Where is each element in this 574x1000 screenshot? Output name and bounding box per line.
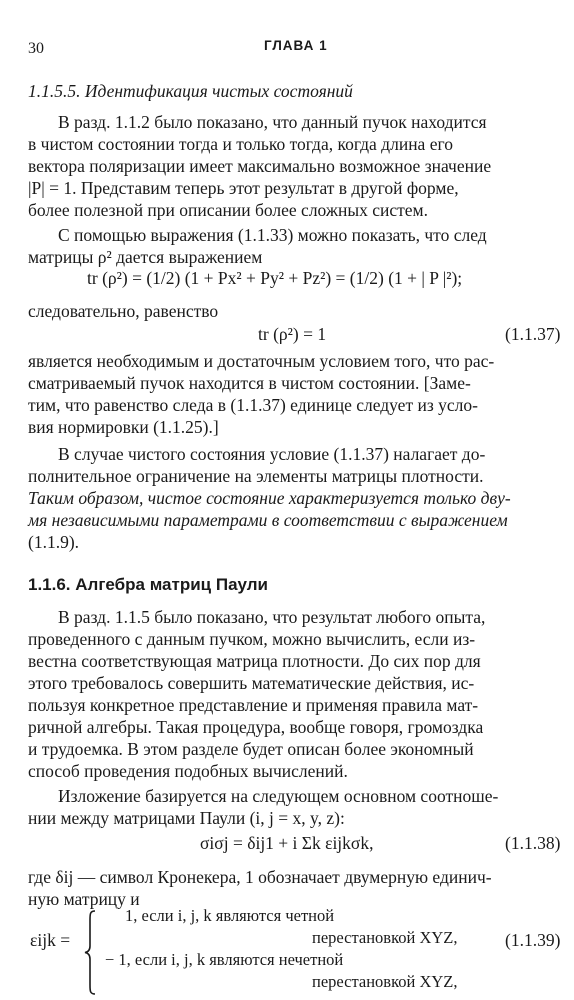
text-line: пользуя конкретное представление и применяя правила мат- <box>28 695 479 715</box>
text-line: более полезной при описании более сложных систем. <box>28 200 428 220</box>
text-line: (1.1.9). <box>28 532 80 552</box>
text-line: способ проведения подобных вычислений. <box>28 761 348 781</box>
running-title: ГЛАВА 1 <box>264 38 328 53</box>
text-line: ричной алгебры. Такая процедура, вообще говоря, громоздка <box>28 717 484 737</box>
equation-number-1-1-38: (1.1.38) <box>505 833 561 853</box>
case-line: − 1, если i, j, k являются нечетной <box>105 950 344 969</box>
left-brace-icon <box>84 910 96 995</box>
text-line: нии между матрицами Паули (i, j = x, y, z): <box>28 808 345 828</box>
text-line: В случае чистого состояния условие (1.1.37) налагает до- <box>58 444 486 464</box>
text-line: где δij — символ Кронекера, 1 обозначает двумерную единич- <box>28 867 492 887</box>
text-line: ную матрицу и <box>28 889 140 909</box>
text-line: В разд. 1.1.5 было показано, что результат любого опыта, <box>58 607 486 627</box>
text-line: в чистом состоянии тогда и только тогда, когда длина его <box>28 134 453 154</box>
text-line: Изложение базируется на следующем основном соотноше- <box>58 786 499 806</box>
text-line: этого требовалось совершить математические действия, ис- <box>28 673 475 693</box>
text-line: и трудоемка. В этом разделе будет описан более экономный <box>28 739 474 759</box>
page-number: 30 <box>28 40 44 57</box>
case-line: 1, если i, j, k являются четной <box>125 906 335 925</box>
text-line: Таким образом, чистое состояние характеризуется только дву- <box>28 488 511 508</box>
text-line: следовательно, равенство <box>28 301 219 321</box>
case-line: перестановкой XYZ, <box>312 972 458 991</box>
text-line: В разд. 1.1.2 было показано, что данный пучок находится <box>58 112 487 132</box>
equation-1-1-37: tr (ρ²) = 1 <box>258 324 327 344</box>
text-line: проведенного с данным пучком, можно вычислить, если из- <box>28 629 476 649</box>
text-line: полнительное ограничение на элементы матрицы плотности. <box>28 466 484 486</box>
section-title-1155: 1.1.5.5. Идентификация чистых состояний <box>28 81 353 101</box>
text-line: матрицы ρ² дается выражением <box>28 247 263 267</box>
text-line: С помощью выражения (1.1.33) можно показать, что след <box>58 225 487 245</box>
equation-number-1-1-37: (1.1.37) <box>505 324 561 344</box>
case-line: перестановкой XYZ, <box>312 928 458 947</box>
section-title-116: 1.1.6. Алгебра матриц Паули <box>28 575 269 594</box>
text-line: мя независимыми параметрами в соответствии с выражением <box>28 510 508 530</box>
equation-epsilon-lhs: εijk = <box>30 930 71 950</box>
text-line: вия нормировки (1.1.25).] <box>28 417 219 437</box>
equation-trace-rho-squared: tr (ρ²) = (1/2) (1 + Px² + Py² + Pz²) = (1/2) (1 + | P |²); <box>87 268 463 288</box>
text-line: вектора поляризации имеет максимально возможное значение <box>28 156 492 176</box>
equation-pauli-product: σiσj = δij1 + i Σk εijkσk, <box>200 833 374 853</box>
text-line: тим, что равенство следа в (1.1.37) единице следует из усло- <box>28 395 478 415</box>
text-line: вестна соответствующая матрица плотности. До сих пор для <box>28 651 481 671</box>
text-line: является необходимым и достаточным условием того, что рас- <box>28 351 495 371</box>
text-line: сматриваемый пучок находится в чистом состоянии. [Заме- <box>28 373 471 393</box>
text-line: |P| = 1. Представим теперь этот результат в другой форме, <box>28 178 459 198</box>
equation-number-1-1-39: (1.1.39) <box>505 930 561 950</box>
